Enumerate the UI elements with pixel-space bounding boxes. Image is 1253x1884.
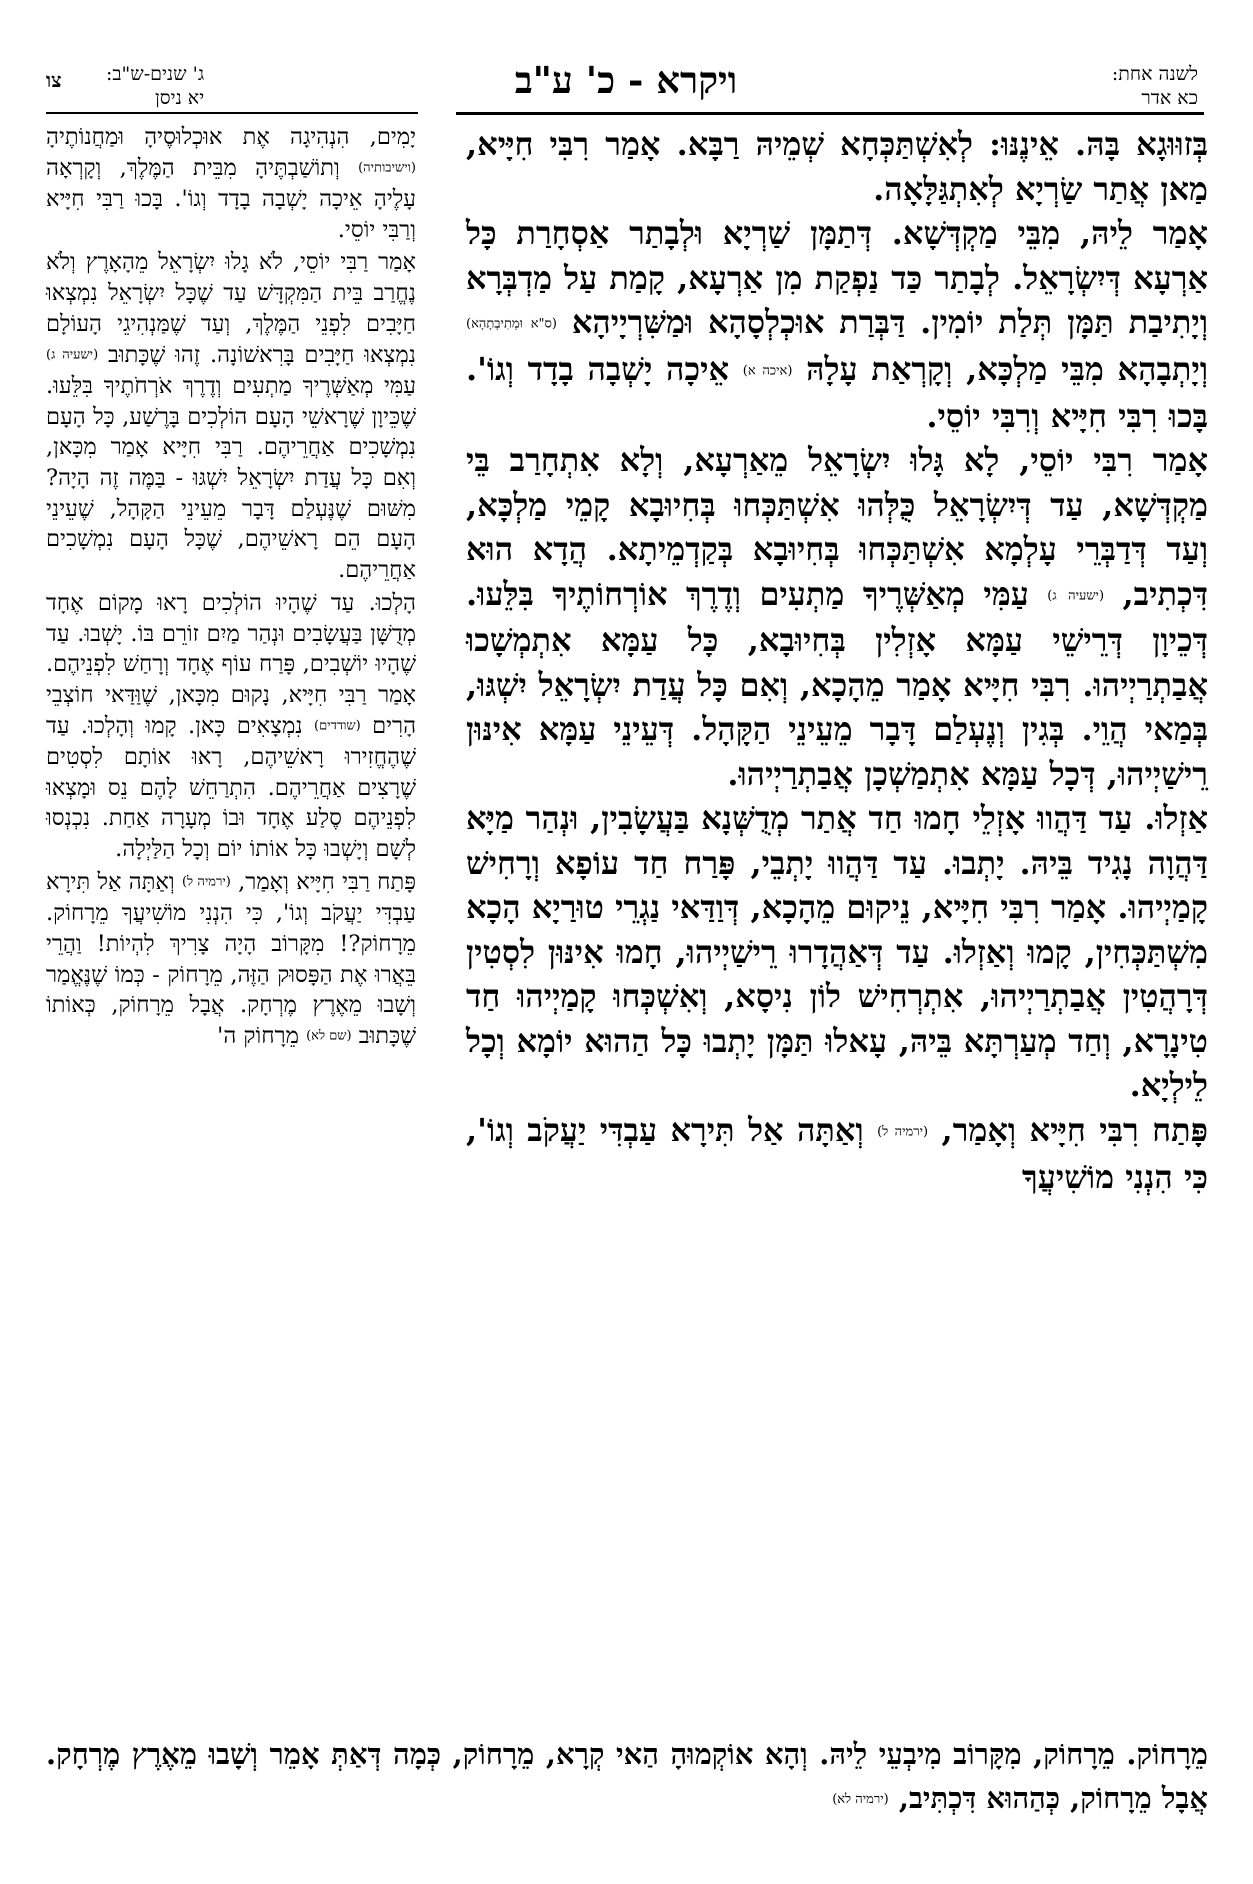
source-reference: (ירמיה ל) <box>877 1124 929 1139</box>
side-paragraph: אָמַר רַבִּי יוֹסֵי, לֹא גָלוּ יִשְׂרָאֵל מֵהָאָרֶץ וְלֹא נֶחֱרַב בֵּית הַמִּקְדָּשׁ עַד שֶׁכָּל יִשְׂרָאֵל נִמְצְאוּ חַיָּבִים לִפְנֵי הַמֶּלֶךְ, וְעַד שֶׁמַּנְהִיגֵי הָעוֹלָם נִמְצְאוּ חַיָּבִים בָּרִאשׁוֹנָה. זֶהוּ שֶׁכָּתוּב (ישעיה ג) עַמִּי מְאַשְּׁרֶיךָ מַתְעִים וְדֶרֶךְ אֹרְחֹתֶיךָ בִּלֵּעוּ. שֶׁכֵּיוָן שֶׁרָאשֵׁי הָעָם הוֹלְכִים בָּרֶשַׁע, כָּל הָעָם נִמְשָׁכִים אַחֲרֵיהֶם. רַבִּי חִיָּיא אָמַר מִכָּאן, וְאִם כָּל עֲדַת יִשְׂרָאֵל יִשְׁגּוּ - בַּמֶּה זֶה הָיָה? מִשּׁוּם שֶׁנֶּעְלַם דָּבָר מֵעֵינֵי הַקָּהָל, שֶׁעֵינֵי הָעָם הֵם רָאשֵׁיהֶם, שֶׁכָּל הָעָם נִמְשָׁכִים אַחֲרֵיהֶם. <box>46 249 416 584</box>
source-reference: (איכה א) <box>742 363 793 378</box>
three-year-schedule-date: יא ניסן <box>154 87 205 109</box>
side-paragraph: יָמִים, הִנְהִיגָה אֶת אוּכְלוּסֶיהָ וּמַחֲנוֹתֶיהָ (וישיבותיה) וְתוֹשַׁבְתֶּיהָ מִבֵּית הַמֶּלֶךְ, וְקָרְאָה עָלֶיהָ אֵיכָה יָשְׁבָה בָדָד וְגוֹ'. בָּכוּ רַבִּי חִיָּיא וְרַבִּי יוֹסֵי. <box>46 124 416 243</box>
three-year-schedule-label: ג' שנים-ש"ב: <box>106 63 205 85</box>
main-text-column <box>466 122 1208 1199</box>
source-reference: (ישעיה ג) <box>46 347 99 363</box>
page-header <box>46 58 1206 110</box>
translation-column <box>46 122 416 1054</box>
source-reference: (ישעיה ג) <box>1047 587 1105 603</box>
source-reference: (שם לא) <box>306 1028 352 1044</box>
side-paragraph: פָּתַח רַבִּי חִיָּיא וְאָמַר, (ירמיה ל) וְאַתָּה אַל תִּירָא עַבְדִּי יַעֲקֹב וְגוֹ', כִּי הִנְנִי מוֹשִׁיעֲךָ מֵרָחוֹק. מֵרָחוֹק?! מִקָּרוֹב הָיָה צָרִיךְ לִהְיוֹת! וַהֲרֵי בֵּאֲרוּ אֶת הַפָּסוּק הַזֶּה, מֵרָחוֹק - כְּמוֹ שֶׁנֶּאֱמַר וְשָׁבוּ מֵאֶרֶץ מֶרְחָק. אֲבָל מֵרָחוֹק, כְּאוֹתוֹ שֶׁכָּתוּב (שם לא) מֵרָחוֹק ה' <box>46 868 416 1049</box>
main-paragraph: פָּתַח רִבִּי חִיָּיא וְאָמַר, (ירמיה ל) וְאַתָּה אַל תִּירָא עַבְדִּי יַעֲקֹב וְגוֹ', כִּי הִנְנִי מוֹשִׁיעֲךָ <box>466 1110 1209 1196</box>
header-left-info <box>106 62 204 110</box>
source-reference: (ירמיה לא) <box>832 1792 889 1807</box>
side-column-rule <box>46 112 418 114</box>
page-title: ויקרא - כ' ע"ב <box>514 58 738 102</box>
source-reference: (ס"א וּמְתִיבְתָהָא) <box>466 316 557 332</box>
main-paragraph: בְּזוּוּגָא בָּהּ. אֵינֶנּוּ: לְאִשְׁתַּכְּחָא שְׁמֵיהּ רַבָּא. אָמַר רִבִּי חִיָּיא, מַאן אֲתַר שַׂרְיָא לְאִתְגַּלָּאָה. <box>466 125 1208 208</box>
one-year-schedule-date: כא אדר <box>1141 87 1198 109</box>
page-number: צו <box>46 68 62 92</box>
main-paragraph: אַזְלוּ. עַד דַּהֲווּ אָזְלֵי חָמוּ חַד אֲתַר מְדֻשְּׁנָא בַּעֲשָׂבִין, וּנְהַר מַיָּא דַּהֲוָה נָגִיד בֵּיהּ. יָתְבוּ. עַד דַּהֲווּ יָתְבֵי, פָּרַח חַד עוֹפָא וְרָחִישׁ קָמַיְיהוּ. אָמַר רִבִּי חִיָּיא, נֵיקוּם מֵהָכָא, דְּוַדַּאי נַגְרֵי טוּרַיָא הָכָא מִשְׁתַּכְּחִין, קָמוּ וְאַזְלוּ. עַד דְּאַהֲדָרוּ רֵישַׁיְיהוּ, חָמוּ אִינּוּן לִסְטִין דְּרָהֲטִין אֲבַתְרַיְיהוּ, אִתְרְחִישׁ לוֹן נִיסָא, וְאִשְׁכְּחוּ קָמַיְיהוּ חַד טִינָרָא, וְחַד מְעַרְתָּא בֵּיהּ, עָאלוּ תַּמָּן יָתְבוּ כָּל הַהוּא יוֹמָא וְכָל לֵילְיָא. <box>466 799 1208 1105</box>
bottom-paragraph: מֵרָחוֹק. מֵרָחוֹק, מִקָּרוֹב מִיבְעֵי לֵיהּ. וְהָא אוֹקְמוּהָ הַאי קְרָא, מֵרָחוֹק, כְּמָה דְּאַתְּ אָמֵר וְשָׁבוּ מֵאֶרֶץ מֶרְחָק. אֲבָל מֵרָחוֹק, כְּהַהוּא דִּכְתִּיב, (ירמיה לא) <box>46 1737 1208 1815</box>
main-paragraph: אָמַר לֵיהּ, מִבֵּי מַקְדְּשָׁא. דְּתַמָּן שַׁרְיָא וּלְבָתַר אַסְחָרַת כָּל אַרְעָא דְּיִשְׂרָאֵל. לְבָתַר כַּד נַפְקַת מִן אַרְעָא, קָמַת עַל מַדְבְּרָא וְיָתִיבַת תַּמָּן תְּלַת יוֹמִין. דַּבְּרַת אוּכְלְסָהָא וּמַשִּׁרְיָיהָא (ס"א וּמְתִיבְתָהָא) וְיָתְבָהָא מִבֵּי מַלְכָּא, וְקָרְאַת עָלָהּ (איכה א) אֵיכָה יָשְׁבָה בָדָד וְגוֹ'. בָּכוּ רִבִּי חִיָּיא וְרִבִּי יוֹסֵי. <box>466 214 1209 435</box>
main-paragraph: אָמַר רִבִּי יוֹסֵי, לָא גָּלוּ יִשְׂרָאֵל מֵאַרְעָא, וְלָא אִתְחָרַב בֵּי מַקְדְּשָׁא, עַד דְּיִשְׂרָאֵל כֻּלְּהוּ אִשְׁתַּכְּחוּ בְּחִיוּבָא קָמֵי מַלְכָּא, וְעַד דְּדַבְּרֵי עָלְמָא אִשְׁתַּכְּחוּ בְּחִיוּבָא בְּקַדְמֵיתָא. הֲדָא הוּא דִּכְתִיב, (ישעיה ג) עַמִּי מְאַשְּׁרֶיךָ מַתְעִים וְדֶרֶךְ אוֹרְחוֹתֶיךָ בִּלֵּעוּ. דְּכֵיוָן דְּרֵישֵׁי עַמָּא אָזְלִין בְּחִיוּבָא, כָּל עַמָּא אִתְמְשָׁכוּ אֲבַתְרַיְיהוּ. רִבִּי חִיָּיא אָמַר מֵהָכָא, וְאִם כָּל עֲדַת יִשְׂרָאֵל יִשְׁגּוּ, בְּמַאי הֲוֵי. בְּגִין וְנֶעְלַם דָּבָר מֵעֵינֵי הַקָּהָל. דְּעֵינֵי עַמָּא אִינּוּן רֵישַׁיְיהוּ, דְּכָל עַמָּא אִתְמַשְׁכָן אֲבַתְרַיְיהוּ. <box>466 441 1209 793</box>
source-reference: (ירמיה ל) <box>181 874 231 890</box>
bottom-text-block <box>46 1732 1208 1822</box>
source-reference: (שודדים) <box>314 718 361 734</box>
side-paragraph: הָלְכוּ. עַד שֶׁהָיוּ הוֹלְכִים רָאוּ מָקוֹם אֶחָד מְדֻשָּׁן בַּעֲשָׂבִים וּנְהַר מַיִם זוֹרֵם בּוֹ. יָשְׁבוּ. עַד שֶׁהָיוּ יוֹשְׁבִים, פָּרַח עוֹף אֶחָד וְרָחַשׁ לִפְנֵיהֶם. אָמַר רַבִּי חִיָּיא, נָקוּם מִכָּאן, שֶׁוַּדַּאי חוֹצְבֵי הָרִים (שודדים) נִמְצָאִים כָּאן. קָמוּ וְהָלְכוּ. עַד שֶׁהֶחֱזִירוּ רָאשֵׁיהֶם, רָאוּ אוֹתָם לִסְטִים שֶׁרָצִים אַחֲרֵיהֶם. הִתְרַחֵשׁ לָהֶם נֵס וּמָצְאוּ לִפְנֵיהֶם סֶלַע אֶחָד וּבוֹ מְעָרָה אַחַת. נִכְנְסוּ לְשָׁם וְיָשְׁבוּ כָּל אוֹתוֹ יוֹם וְכָל הַלַּיְלָה. <box>46 589 417 863</box>
main-column-rule <box>456 112 1204 115</box>
one-year-schedule-label: לשנה אחת: <box>1111 63 1198 85</box>
source-reference: (וישיבותיה) <box>358 160 416 176</box>
